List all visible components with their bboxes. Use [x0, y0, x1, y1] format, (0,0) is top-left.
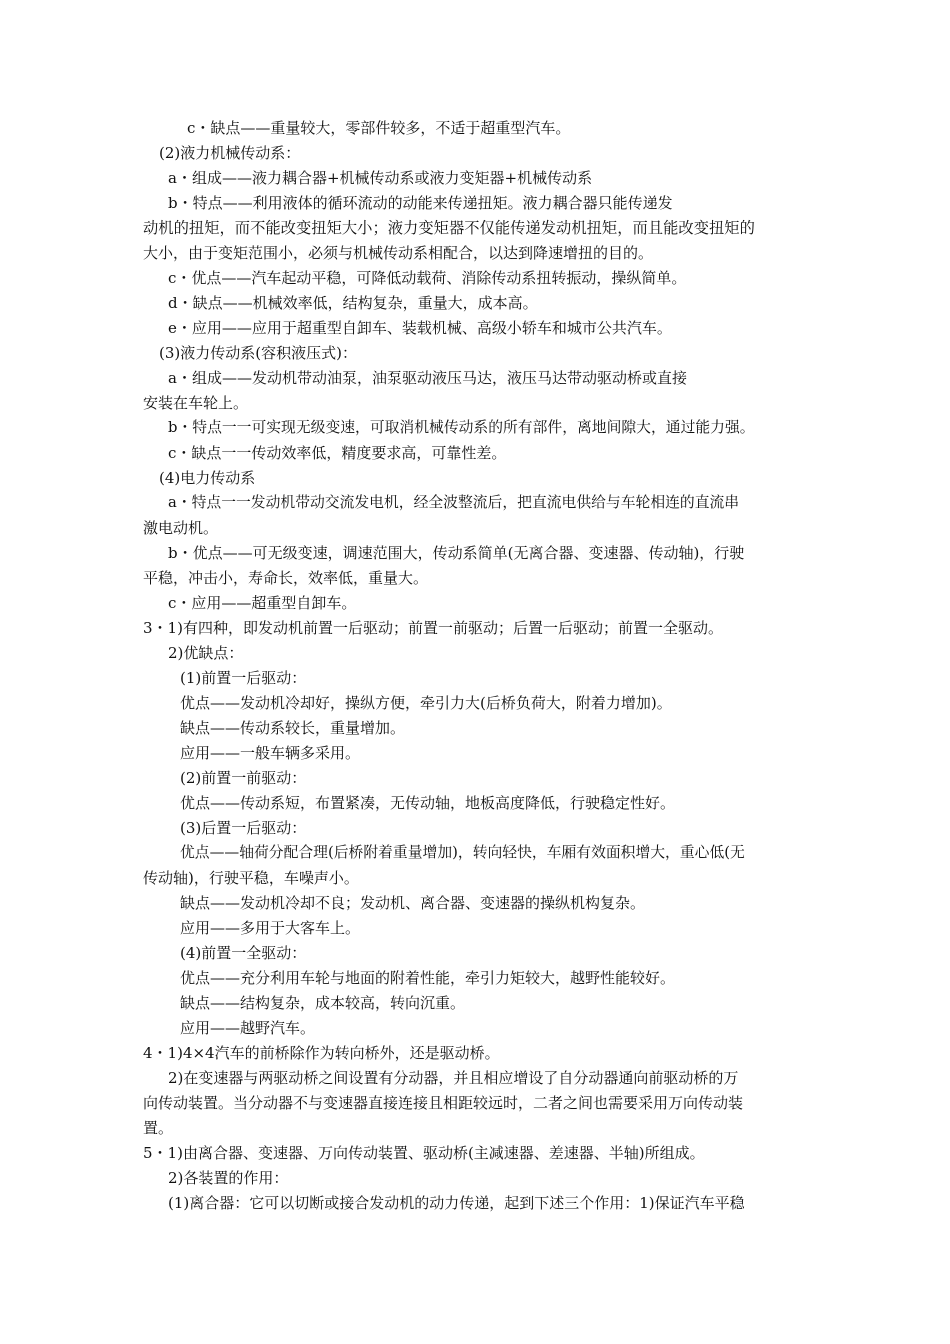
text-line: 传动轴)，行驶平稳，车噪声小。: [143, 869, 359, 887]
text-line: a・组成——发动机带动油泵，油泵驱动液压马达，液压马达带动驱动桥或直接: [168, 369, 687, 387]
text-line: a・特点一一发动机带动交流发电机，经全波整流后，把直流电供给与车轮相连的直流串: [168, 494, 740, 511]
text-line: (4)前置一全驱动：: [180, 944, 307, 962]
text-line: 缺点——结构复杂，成本较高，转向沉重。: [180, 994, 466, 1012]
text-line: 优点——充分利用车轮与地面的附着性能，牵引力矩较大，越野性能较好。: [180, 969, 676, 987]
text-line: c・应用——超重型自卸车。: [168, 594, 357, 612]
text-line: (2)前置一前驱动：: [180, 769, 307, 787]
text-line: e・应用——应用于超重型自卸车、装载机械、高级小轿车和城市公共汽车。: [168, 319, 672, 337]
text-line: 平稳，冲击小，寿命长，效率低，重量大。: [143, 569, 429, 587]
text-line: 4・1)4×4汽车的前桥除作为转向桥外，还是驱动桥。: [143, 1044, 500, 1062]
text-line: b・特点一一可实现无级变速，可取消机械传动系的所有部件，离地间隙大，通过能力强。: [168, 419, 755, 436]
text-line: 应用——多用于大客车上。: [180, 919, 361, 937]
text-line: (3)后置一后驱动：: [180, 819, 307, 837]
text-line: a・组成——液力耦合器+机械传动系或液力变矩器+机械传动系: [168, 169, 593, 187]
text-line: 优点——传动系短，布置紧凑，无传动轴，地板高度降低，行驶稳定性好。: [180, 794, 676, 812]
text-line: 5・1)由离合器、变速器、万向传动装置、驱动桥(主减速器、差速器、半轴)所组成。: [143, 1144, 705, 1162]
text-line: 2)在变速器与两驱动桥之间设置有分动器，并且相应增设了自分动器通向前驱动桥的万: [168, 1069, 739, 1087]
text-line: d・缺点——机械效率低，结构复杂，重量大，成本高。: [168, 294, 538, 312]
text-line: c・缺点——重量较大，零部件较多，不适于超重型汽车。: [187, 119, 571, 137]
text-line: b・优点——可无级变速，调速范围大，传动系简单(无离合器、变速器、传动轴)，行驶: [168, 544, 745, 562]
text-line: 优点——发动机冷却好，操纵方便，牵引力大(后桥负荷大，附着力增加)。: [180, 694, 672, 712]
text-line: 置。: [143, 1119, 174, 1137]
text-line: (3)液力传动系(容积液压式)：: [159, 344, 357, 362]
text-line: 安装在车轮上。: [143, 394, 249, 412]
text-line: b・特点——利用液体的循环流动的动能来传递扭矩。液力耦合器只能传递发: [168, 194, 673, 212]
text-line: c・缺点一一传动效率低，精度要求高，可靠性差。: [168, 444, 507, 462]
text-line: 缺点——传动系较长，重量增加。: [180, 719, 406, 737]
text-line: 2)各装置的作用：: [168, 1169, 289, 1187]
text-line: 优点——轴荷分配合理(后桥附着重量增加)，转向轻快，车厢有效面积增大，重心低(无: [180, 844, 745, 861]
text-line: 2)优缺点：: [168, 644, 244, 662]
text-line: (4)电力传动系: [159, 469, 256, 487]
text-line: 缺点——发动机冷却不良；发动机、离合器、变速器的操纵机构复杂。: [180, 894, 646, 912]
text-line: 应用——一般车辆多采用。: [180, 744, 361, 762]
text-line: 3・1)有四种，即发动机前置一后驱动；前置一前驱动；后置一后驱动；前置一全驱动。: [143, 619, 723, 637]
text-line: c・优点——汽车起动平稳，可降低动载荷、消除传动系扭转振动，操纵简单。: [168, 269, 687, 287]
text-line: (2)液力机械传动系：: [159, 144, 301, 162]
text-line: 激电动机。: [143, 519, 219, 537]
text-line: 大小，由于变矩范围小，必须与机械传动系相配合，以达到降速增扭的目的。: [143, 244, 654, 262]
text-line: (1)离合器：它可以切断或接合发动机的动力传递，起到下述三个作用：1)保证汽车平稳: [168, 1194, 745, 1212]
text-line: 应用——越野汽车。: [180, 1019, 316, 1037]
text-line: 向传动装置。当分动器不与变速器直接连接且相距较远时，二者之间也需要采用万向传动装: [143, 1094, 744, 1112]
text-line: 动机的扭矩，而不能改变扭矩大小；液力变矩器不仅能传递发动机扭矩，而且能改变扭矩的: [143, 219, 755, 237]
text-line: (1)前置一后驱动：: [180, 669, 307, 687]
